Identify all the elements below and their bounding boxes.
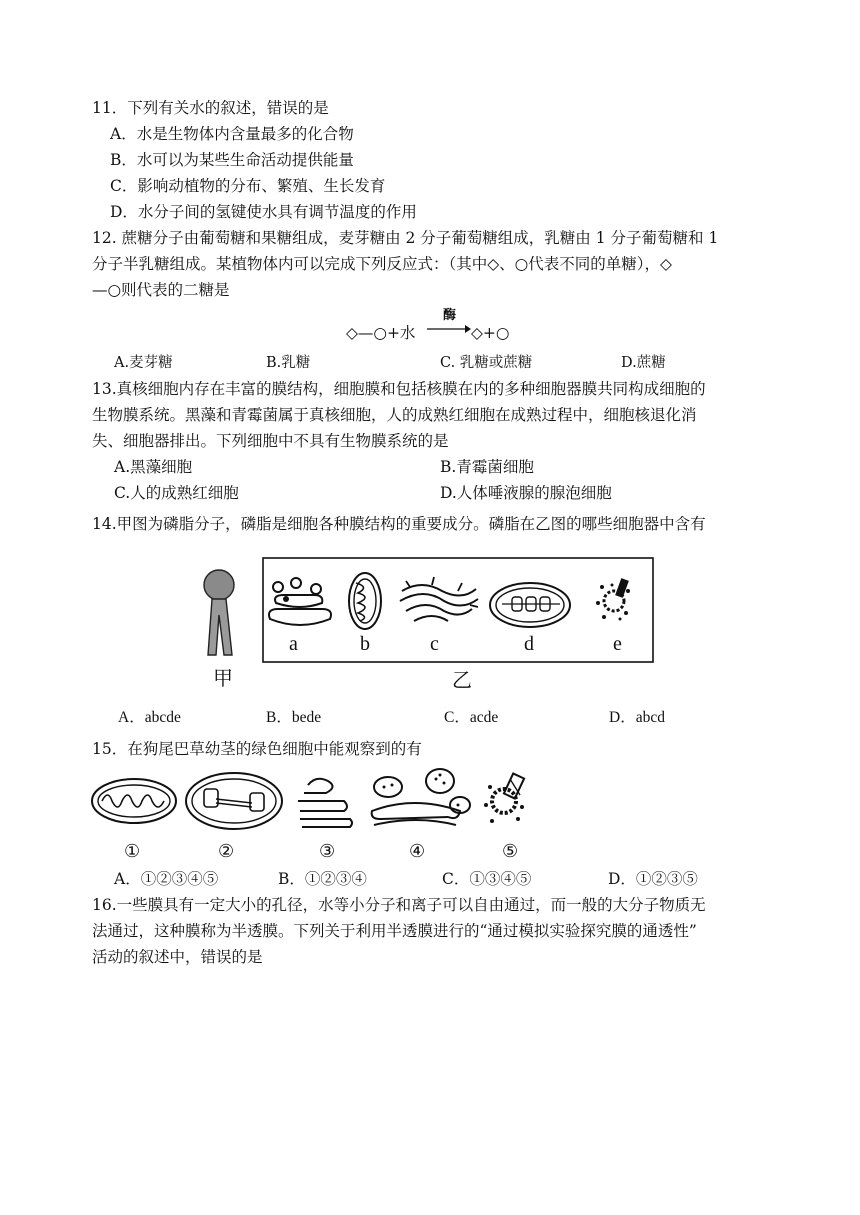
q13-line1: 13.真核细胞内存在丰富的膜结构，细胞膜和包括核膜在内的多种细胞器膜共同构成细胞的 [92,380,706,398]
q15-option-a: A．①②③④⑤ [114,870,219,888]
fig-number-2: ② [218,841,235,861]
chloroplast-figure-2 [186,773,282,829]
golgi-figure-a [269,578,331,625]
q12-line2: 分子半乳糖组成。某植物体内可以完成下列反应式：（其中◇、○代表不同的单糖），◇ [92,255,672,273]
fig-number-4: ④ [409,841,426,861]
q15-option-b: B．①②③④ [278,870,367,888]
reaction-left: ◇—○+水 [346,324,416,342]
q15-option-d: D．①②③⑤ [608,870,698,888]
q16-line1: 16.一些膜具有一定大小的孔径，水等小分子和离子可以自由通过，而一般的大分子物质无 [92,896,706,914]
fig-letter-a: a [289,633,298,655]
q13-option-d: D.人体唾液腺的腺泡细胞 [440,484,612,502]
q14-option-b: B．bede [266,709,322,726]
centriole-figure-5 [484,773,524,823]
q12-option-d: D.蔗糖 [621,355,666,371]
fig-yi-label: 乙 [452,670,472,692]
mitochondrion-figure-b [349,573,381,629]
q11-option-a: A．水是生物体内含量最多的化合物 [110,125,354,143]
centriole-figure-e [596,578,630,620]
q14-stem: 14.甲图为磷脂分子，磷脂是细胞各种膜结构的重要成分。磷脂在乙图的哪些细胞器中含有 [92,515,706,533]
phospholipid-figure [198,565,246,661]
er-figure-3 [298,779,352,827]
q13-line3: 失、细胞器排出。下列细胞中不具有生物膜系统的是 [92,432,449,450]
reaction-arrow [425,322,471,336]
reaction-enzyme: 酶 [443,308,457,323]
reaction-right: ◇+○ [471,324,510,342]
golgi-figure-4 [372,769,470,825]
q11-option-d: D．水分子间的氢键使水具有调节温度的作用 [110,203,417,221]
q13-option-b: B.青霉菌细胞 [440,458,534,476]
q16-line2: 法通过，这种膜称为半透膜。下列关于利用半透膜进行的“通过模拟实验探究膜的通透性” [92,922,697,940]
organelle-box-figure [262,557,654,663]
q14-option-d: D．abcd [609,709,665,726]
q15-stem: 15．在狗尾巴草幼茎的绿色细胞中能观察到的有 [92,740,422,758]
fig-letter-e: e [613,633,622,655]
q14-option-c: C．acde [444,709,499,726]
q13-option-a: A.黑藻细胞 [114,458,193,476]
q15-option-c: C．①③④⑤ [442,870,532,888]
fig-number-5: ⑤ [502,841,519,861]
fig-letter-d: d [524,633,534,655]
q12-option-c: C. 乳糖或蔗糖 [440,355,533,371]
fig-jia-label: 甲 [213,668,233,690]
q16-line3: 活动的叙述中，错误的是 [92,948,263,966]
q15-organelles-figure [88,765,550,837]
er-figure-c [400,577,478,621]
q12-option-a: A.麦芽糖 [114,355,173,371]
q11-option-c: C．影响动植物的分布、繁殖、生长发育 [110,177,386,195]
q11-stem: 11．下列有关水的叙述，错误的是 [92,99,329,117]
q12-line1: 12. 蔗糖分子由葡萄糖和果糖组成，麦芽糖由 2 分子葡萄糖组成，乳糖由 1 分子葡萄糖和 1 [92,229,719,247]
fig-number-3: ③ [319,841,336,861]
q13-line2: 生物膜系统。黑藻和青霉菌属于真核细胞，人的成熟红细胞在成熟过程中，细胞核退化消 [92,406,697,424]
q13-option-c: C.人的成熟红细胞 [114,484,239,502]
fig-number-1: ① [124,841,141,861]
q14-option-a: A．abcde [118,709,181,726]
q11-option-b: B．水可以为某些生命活动提供能量 [110,151,354,169]
chloroplast-figure-d [490,583,570,627]
q12-option-b: B.乳糖 [266,355,311,371]
mitochondrion-figure-1 [92,779,176,823]
fig-letter-b: b [360,633,370,655]
q12-line3: —○则代表的二糖是 [92,281,230,299]
fig-letter-c: c [430,633,439,655]
